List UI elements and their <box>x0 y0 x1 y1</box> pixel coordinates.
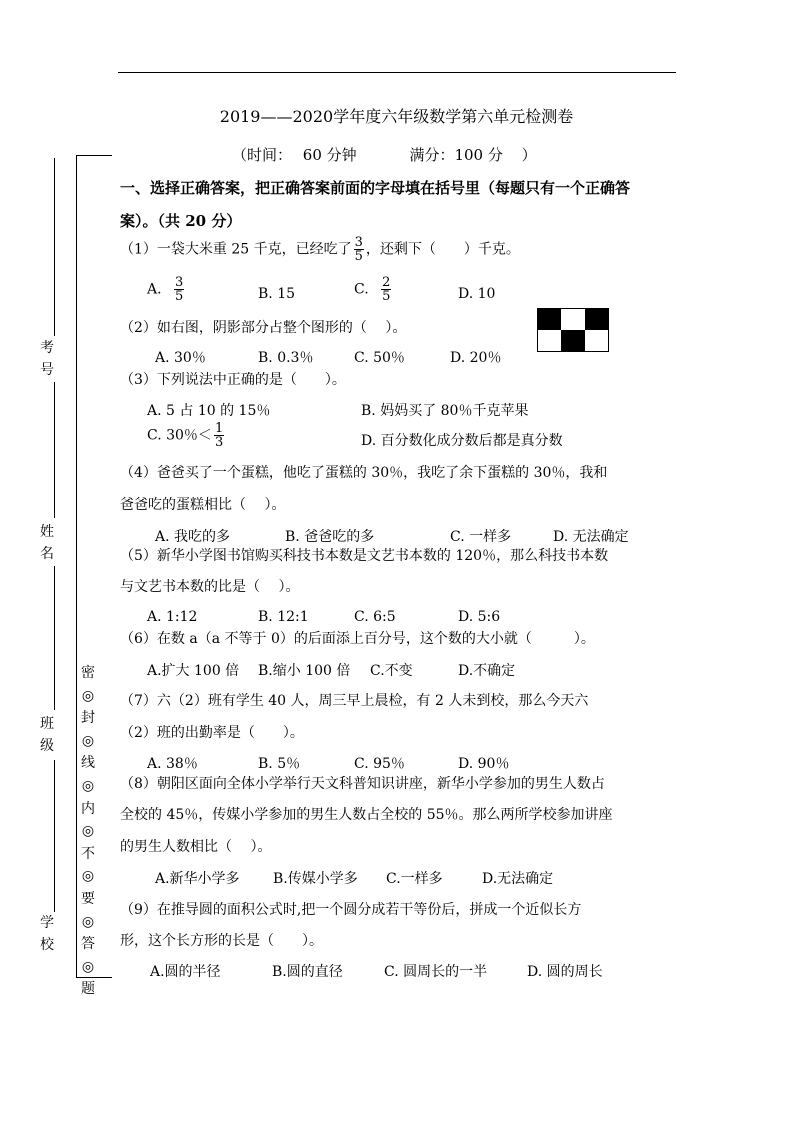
q6-option-d: D.不确定 <box>458 663 516 679</box>
question-1 <box>120 236 520 263</box>
q4-option-c: C. 一样多 <box>450 529 512 545</box>
seal-char: 内 <box>81 800 95 817</box>
q1-option-c <box>354 276 393 303</box>
q3-option-b: B. 妈妈买了 80％千克苹果 <box>361 403 529 419</box>
q9-option-b: B.圆的直径 <box>272 964 343 980</box>
numerator: 2 <box>382 275 391 290</box>
label-char: 姓 <box>40 524 54 540</box>
question-9-line2: 形，这个长方形的长是（ ）。 <box>120 933 323 949</box>
q7-option-b: B. 5％ <box>258 756 301 772</box>
option-text: C. 30％＜ <box>147 427 212 444</box>
question-4-line2: 爸爸吃的蛋糕相比（ ）。 <box>120 497 286 513</box>
label-class <box>39 713 55 757</box>
seal-char: ◎ <box>81 823 95 840</box>
denominator: 5 <box>175 289 184 304</box>
question-5-line1: （5）新华小学图书馆购买科技书本数是文艺书本数的 120％，那么科技书本数 <box>120 548 609 564</box>
q7-option-a: A. 38％ <box>147 756 198 772</box>
seal-char: 线 <box>81 755 95 772</box>
page-title: 2019——2020学年度六年级数学第六单元检测卷 <box>219 107 574 126</box>
q4-option-b: B. 爸爸吃的多 <box>285 529 375 545</box>
seal-char: 密 <box>81 665 95 681</box>
time-label: （时间： <box>232 146 293 164</box>
seal-char: 封 <box>81 710 95 727</box>
section-1-heading-line2: 案）。（共 20 分） <box>120 212 242 230</box>
blank-cell <box>561 309 584 330</box>
q9-option-d: D. 圆的周长 <box>527 964 603 980</box>
score-label: 满分：100 分 <box>409 146 503 164</box>
seal-text <box>80 662 96 1001</box>
q3-option-d: D. 百分数化成分数后都是真分数 <box>361 433 563 449</box>
denominator: 5 <box>354 249 363 264</box>
label-name <box>39 521 55 565</box>
q1-option-d: D. 10 <box>458 286 496 302</box>
numerator: 3 <box>175 275 184 290</box>
q5-option-b: B. 12:1 <box>258 609 309 625</box>
question-8-line1: （8）朝阳区面向全体小学举行天文科普知识讲座，新华小学参加的男生人数占 <box>120 776 605 792</box>
blank-cell <box>538 330 561 351</box>
label-char: 班 <box>40 716 54 732</box>
q5-option-a: A. 1:12 <box>147 609 198 625</box>
seal-char: ◎ <box>81 913 95 930</box>
q2-option-a: A. 30％ <box>155 350 206 366</box>
q4-option-d: D. 无法确定 <box>553 529 629 545</box>
exam-info <box>232 144 537 165</box>
label-char: 级 <box>40 738 54 754</box>
seal-char: ◎ <box>81 687 95 704</box>
close-paren: ） <box>521 146 537 164</box>
question-text: （1）一袋大米重 25 千克，已经吃了 <box>120 241 352 258</box>
question-8-line3: 的男生人数相比（ ）。 <box>120 839 272 855</box>
label-char: 考 <box>40 340 54 356</box>
q8-option-a: A.新华小学多 <box>155 871 240 887</box>
blank-cell <box>585 330 608 351</box>
fraction <box>381 276 391 303</box>
time-value: 60 分钟 <box>302 146 357 164</box>
question-5-line2: 与文艺书本数的比是（ ）。 <box>120 579 300 595</box>
fraction <box>174 276 184 303</box>
seal-char: ◎ <box>81 958 95 975</box>
seal-char: 要 <box>81 890 95 907</box>
label-school <box>39 912 55 956</box>
sidebar-line-4 <box>54 760 55 912</box>
question-9-line1: （9）在推导圆的面积公式时,把一个圆分成若干等份后，拼成一个近似长方 <box>120 902 582 918</box>
seal-char: 不 <box>81 845 95 862</box>
numerator: 1 <box>214 421 224 436</box>
q6-option-a: A.扩大 100 倍 <box>147 663 240 679</box>
sidebar-line-2 <box>54 382 55 518</box>
q3-option-c <box>147 422 226 449</box>
q6-option-c: C.不变 <box>370 663 413 679</box>
section-1-heading-line1: 一、选择正确答案，把正确答案前面的字母填在括号里（每题只有一个正确答 <box>120 179 631 197</box>
sidebar-line-1 <box>54 158 55 336</box>
shaded-grid-figure <box>537 308 609 352</box>
label-char: 校 <box>40 937 54 953</box>
q9-option-a: A.圆的半径 <box>150 964 221 980</box>
top-rule <box>118 72 676 73</box>
question-6: （6）在数 a（a 不等于 0）的后面添上百分号，这个数的大小就（ ）。 <box>120 631 595 647</box>
shaded-cell <box>561 330 584 351</box>
q2-option-c: C. 50％ <box>354 350 405 366</box>
option-label: A. <box>147 281 162 298</box>
q8-option-b: B.传媒小学多 <box>273 871 358 887</box>
q7-option-c: C. 95％ <box>354 756 405 772</box>
numerator: 3 <box>354 235 363 250</box>
seal-char: ◎ <box>81 868 95 885</box>
q1-option-a <box>147 276 186 303</box>
label-char: 名 <box>40 546 54 562</box>
q5-option-c: C. 6:5 <box>354 609 396 625</box>
label-exam-number <box>39 337 55 381</box>
q6-option-b: B.缩小 100 倍 <box>258 663 351 679</box>
question-4-line1: （4）爸爸买了一个蛋糕，他吃了蛋糕的 30％，我吃了余下蛋糕的 30％，我和 <box>120 465 608 481</box>
q8-option-d: D.无法确定 <box>482 871 554 887</box>
sidebar-line-3 <box>54 566 55 710</box>
margin-top-tick <box>76 155 112 156</box>
seal-char: ◎ <box>81 732 95 749</box>
question-7-line1: （7）六（2）班有学生 40 人，周三早上晨检，有 2 人未到校，那么今天六 <box>120 693 589 709</box>
q5-option-d: D. 5:6 <box>458 609 501 625</box>
option-label: C. <box>354 281 369 298</box>
shaded-cell <box>585 309 608 330</box>
fraction <box>354 236 364 263</box>
question-8-line2: 全校的 45％，传媒小学参加的男生人数占全校的 55％。那么两所学校参加讲座 <box>120 807 613 823</box>
q1-option-b: B. 15 <box>258 286 296 302</box>
shaded-cell <box>538 309 561 330</box>
q7-option-d: D. 90％ <box>458 756 510 772</box>
q9-option-c: C. 圆周长的一半 <box>384 964 488 980</box>
label-char: 学 <box>40 915 54 931</box>
q2-option-b: B. 0.3％ <box>258 350 314 366</box>
question-2: （2）如右图，阴影部分占整个图形的（ ）。 <box>120 320 407 336</box>
q8-option-c: C.一样多 <box>386 871 443 887</box>
q3-option-a: A. 5 占 10 的 15％ <box>147 403 271 419</box>
question-text: ，还剩下（ ）千克。 <box>365 241 520 258</box>
q2-option-d: D. 20％ <box>450 350 502 366</box>
denominator: 5 <box>382 289 391 304</box>
seal-char: 答 <box>81 936 95 953</box>
label-char: 号 <box>40 362 54 378</box>
seal-char: 题 <box>81 981 95 998</box>
fraction <box>214 422 224 449</box>
q4-option-a: A. 我吃的多 <box>155 529 231 545</box>
question-3: （3）下列说法中正确的是（ ）。 <box>120 372 346 388</box>
seal-char: ◎ <box>81 777 95 794</box>
margin-vertical-rule <box>76 155 77 977</box>
question-7-line2: （2）班的出勤率是（ ）。 <box>120 725 304 741</box>
denominator: 3 <box>214 435 224 450</box>
